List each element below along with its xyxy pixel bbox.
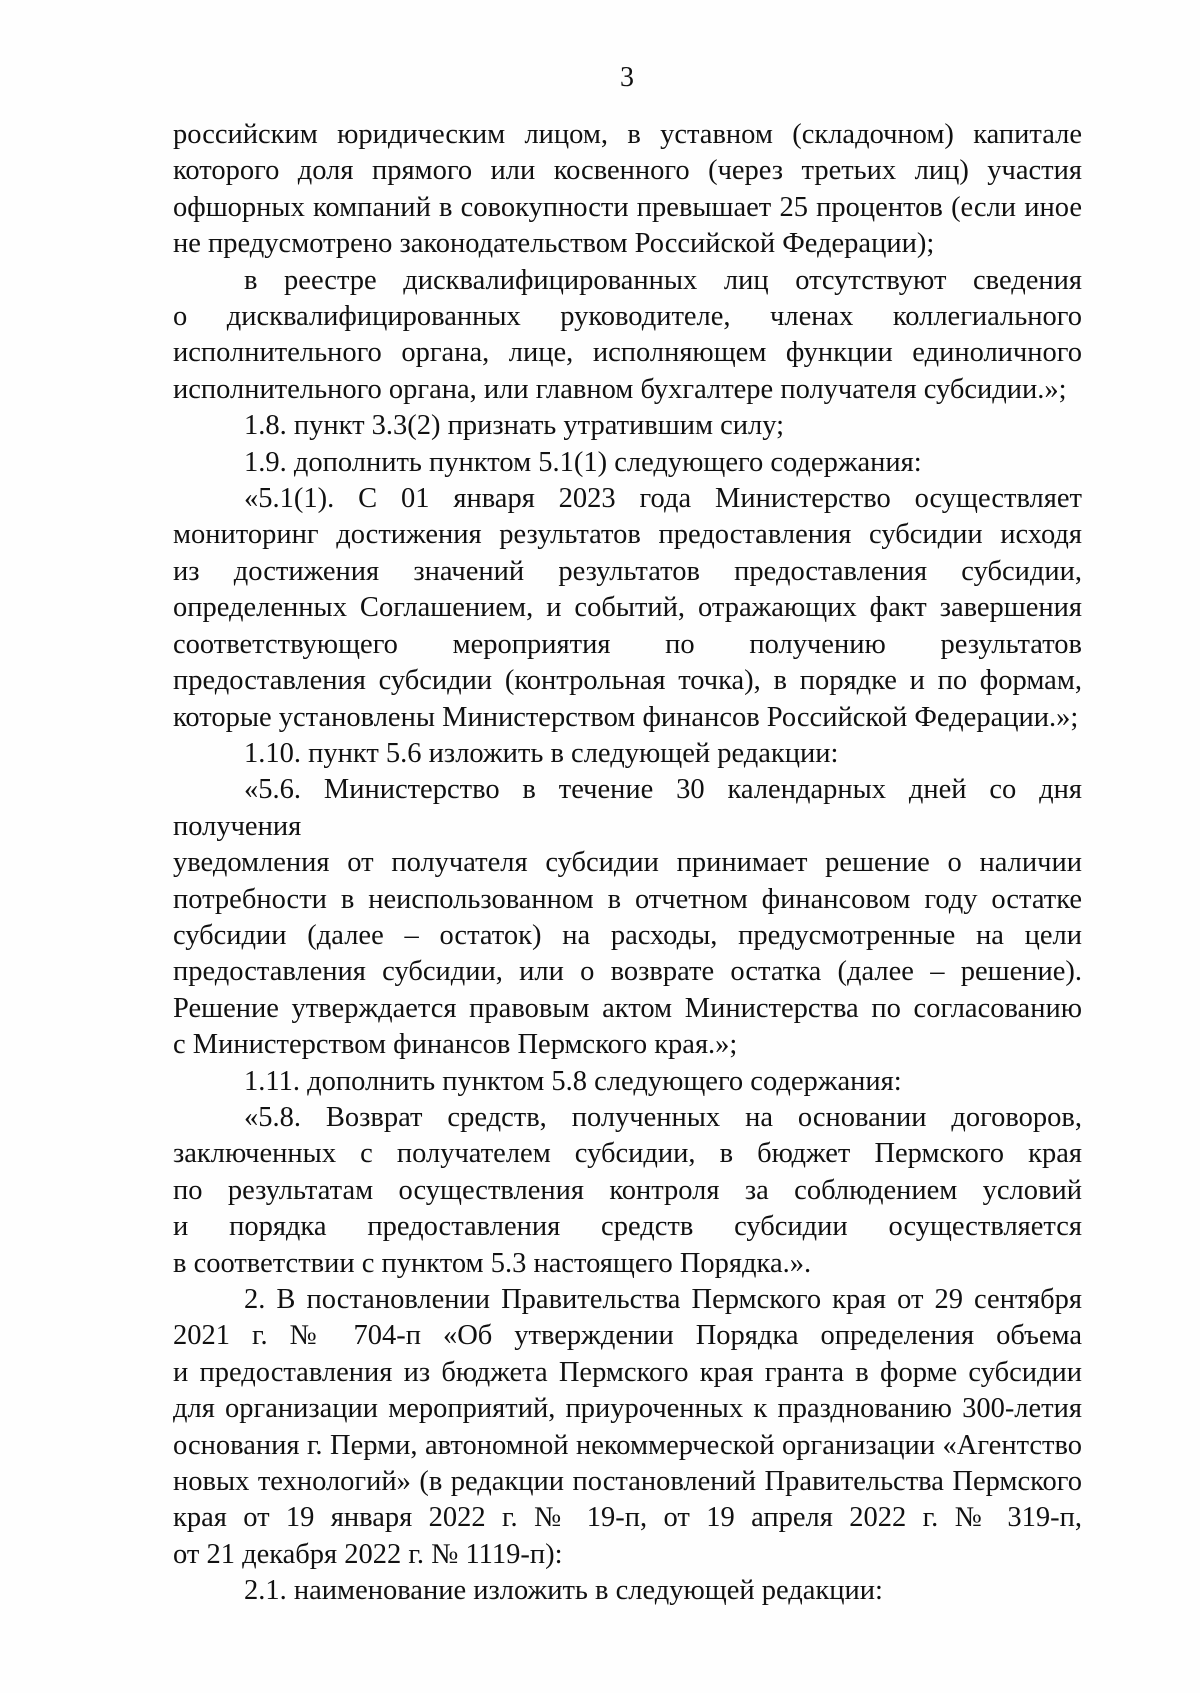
- paragraph-item-5-1-1: [173, 481, 1082, 736]
- text-line: которые установлены Министерством финансов Российской Федерации.»;: [173, 701, 1079, 733]
- text-line: не предусмотрено законодательством Российской Федерации);: [173, 228, 935, 260]
- text-line: «5.6. Министерство в течение 30 календарных дней со дня получения: [173, 774, 1082, 842]
- text-line: основания г. Перми, автономной некоммерческой организации «Агентство: [173, 1429, 1082, 1461]
- text-line: 2.1. наименование изложить в следующей редакции:: [244, 1575, 883, 1607]
- text-line: 1.9. дополнить пунктом 5.1(1) следующего содержания:: [244, 446, 922, 478]
- text-line: 1.10. пункт 5.6 изложить в следующей редакции:: [244, 737, 839, 769]
- paragraph-disqualified-registry: [173, 263, 1082, 409]
- text-line: по результатам осуществления контроля за соблюдением условий: [173, 1174, 1082, 1206]
- text-line: субсидии (далее – остаток) на расходы, предусмотренные на цели: [173, 919, 1082, 951]
- paragraph-item-1-9: [173, 445, 1082, 481]
- text-line: определенных Соглашением, и событий, отражающих факт завершения: [173, 592, 1082, 624]
- text-line: и предоставления из бюджета Пермского края гранта в форме субсидии: [173, 1356, 1082, 1388]
- text-line: предоставления субсидии (контрольная точка), в порядке и по формам,: [173, 665, 1082, 697]
- paragraph-item-5-6: [173, 772, 1082, 1063]
- text-line: предоставления субсидии, или о возврате остатка (далее – решение).: [173, 956, 1082, 988]
- text-line: мониторинг достижения результатов предоставления субсидии исходя: [173, 519, 1082, 551]
- text-line: от 21 декабря 2022 г. № 1119-п):: [173, 1538, 563, 1570]
- paragraph-item-1-11: [173, 1064, 1082, 1100]
- text-line: потребности в неиспользованном в отчетном финансовом году остатке: [173, 883, 1082, 915]
- page-number: 3: [620, 62, 634, 93]
- document-body: [173, 117, 1082, 1610]
- text-line: российским юридическим лицом, в уставном (складочном) капитале: [173, 119, 1082, 150]
- text-line: исполнительного органа, или главном бухгалтере получателя субсидии.»;: [173, 373, 1067, 405]
- text-line: края от 19 января 2022 г. № 19-п, от 19 апреля 2022 г. № 319-п,: [173, 1502, 1082, 1534]
- text-line: «5.8. Возврат средств, полученных на основании договоров,: [244, 1101, 1082, 1133]
- text-line: в соответствии с пунктом 5.3 настоящего Порядка.».: [173, 1247, 812, 1279]
- paragraph-offshore-clause: [173, 117, 1082, 263]
- paragraph-item-1-10: [173, 736, 1082, 772]
- text-line: новых технологий» (в редакции постановлений Правительства Пермского: [173, 1466, 1082, 1498]
- text-line: уведомления от получателя субсидии принимает решение о наличии: [173, 847, 1082, 879]
- text-line: и порядка предоставления средств субсидии осуществляется: [173, 1211, 1082, 1243]
- text-line: для организации мероприятий, приуроченных к празднованию 300-летия: [173, 1393, 1082, 1425]
- text-line: Решение утверждается правовым актом Министерства по согласованию: [173, 992, 1082, 1024]
- paragraph-item-2: [173, 1282, 1082, 1573]
- text-line: из достижения значений результатов предоставления субсидии,: [173, 555, 1082, 587]
- text-line: «5.1(1). С 01 января 2023 года Министерство осуществляет: [244, 483, 1082, 515]
- text-line: исполнительного органа, лице, исполняющем функции единоличного: [173, 337, 1082, 369]
- text-line: в реестре дисквалифицированных лиц отсутствуют сведения: [244, 264, 1082, 296]
- text-line: которого доля прямого или косвенного (через третьих лиц) участия: [173, 155, 1082, 187]
- paragraph-item-5-8: [173, 1100, 1082, 1282]
- text-line: заключенных с получателем субсидии, в бюджет Пермского края: [173, 1138, 1082, 1170]
- paragraph-item-1-8: [173, 408, 1082, 444]
- text-line: о дисквалифицированных руководителе, членах коллегиального: [173, 301, 1082, 333]
- paragraph-item-2-1: [173, 1573, 1082, 1609]
- text-line: 1.11. дополнить пунктом 5.8 следующего содержания:: [244, 1065, 902, 1097]
- text-line: 2. В постановлении Правительства Пермского края от 29 сентября: [244, 1284, 1082, 1315]
- text-line: 1.8. пункт 3.3(2) признать утратившим силу;: [244, 410, 785, 442]
- text-line: с Министерством финансов Пермского края.»;: [173, 1029, 738, 1061]
- text-line: 2021 г. № 704-п «Об утверждении Порядка определения объема: [173, 1320, 1082, 1352]
- text-line: соответствующего мероприятия по получению результатов: [173, 628, 1082, 660]
- text-line: офшорных компаний в совокупности превышает 25 процентов (если иное: [173, 191, 1082, 223]
